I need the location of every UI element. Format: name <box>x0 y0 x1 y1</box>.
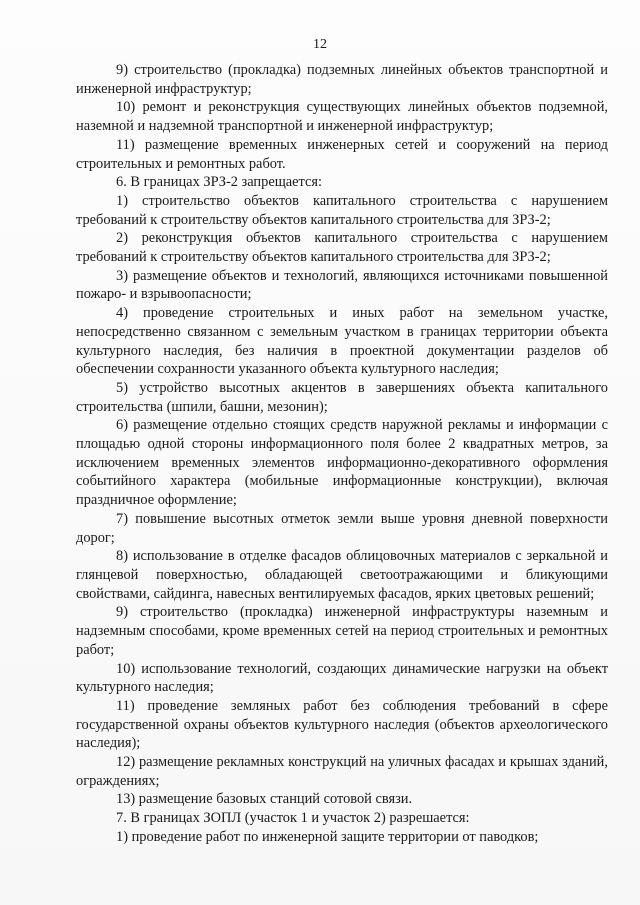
paragraph: 9) строительство (прокладка) подземных линейных объектов транспортной и инженерной инфраструктур; <box>76 62 608 97</box>
paragraph: 7) повышение высотных отметок земли выше уровня дневной поверхности дорог; <box>76 510 608 546</box>
paragraph: 13) размещение базовых станций сотовой связи. <box>116 791 413 808</box>
paragraph: 6) размещение отдельно стоящих средств наружной рекламы и информации с площадью одной стороны информационного поля более 2 квадратных метров, за исключением временных элементов информационно-декоративного оформления событийного характера (мобильные информационные конструкции), включая праздничное оформление; <box>76 417 608 509</box>
section-heading: 7. В границах ЗОПЛ (участок 1 и участок 2) разрешается: <box>116 810 470 827</box>
paragraph: 1) проведение работ по инженерной защите территории от паводков; <box>116 828 539 845</box>
paragraph: 3) размещение объектов и технологий, являющихся источниками повышенной пожаро- и взрывоопасности; <box>76 267 608 303</box>
paragraph: 1) строительство объектов капитального строительства с нарушением требований к строительству объектов капитального строительства для ЗРЗ-2; <box>76 192 608 228</box>
paragraph: 9) строительство (прокладка) инженерной инфраструктуры наземным и надземным способами, кроме временных сетей на период строительных и ремонтных работ; <box>76 604 608 658</box>
document-body <box>76 61 608 847</box>
paragraph: 8) использование в отделке фасадов облицовочных материалов с зеркальной и глянцевой поверхностью, обладающей светоотражающими и бликующими свойствами, сайдинга, навесных вентилируемых фасадов, ярких цветовых решений; <box>76 548 608 602</box>
paragraph: 10) ремонт и реконструкция существующих линейных объектов подземной, наземной и надземной транспортной и инженерной инфраструктур; <box>76 99 608 135</box>
section-heading: 6. В границах ЗРЗ-2 запрещается: <box>116 174 323 191</box>
paragraph: 2) реконструкция объектов капитального строительства с нарушением требований к строительству объектов капитального строительства для ЗРЗ-2; <box>76 230 608 266</box>
paragraph: 5) устройство высотных акцентов в завершениях объекта капитального строительства (шпили, башни, мезонин); <box>76 379 608 415</box>
paragraph: 11) размещение временных инженерных сетей и сооружений на период строительных и ремонтных работ. <box>76 136 608 172</box>
paragraph: 11) проведение земляных работ без соблюдения требований в сфере государственной охраны объектов культурного наследия (объектов археологического наследия); <box>76 697 608 752</box>
paragraph: 4) проведение строительных и иных работ на земельном участке, непосредственно связанном с земельным участком в границах территории объекта культурного наследия, без наличия в проектной документации разделов об обеспечении сохранности указанного объекта культурного наследия; <box>76 305 608 378</box>
paragraph: 10) использование технологий, создающих динамические нагрузки на объект культурного наследия; <box>76 660 608 696</box>
page-number: 12 <box>313 37 327 52</box>
paragraph: 12) размещение рекламных конструкций на уличных фасадах и крышах зданий, ограждениях; <box>76 754 608 789</box>
